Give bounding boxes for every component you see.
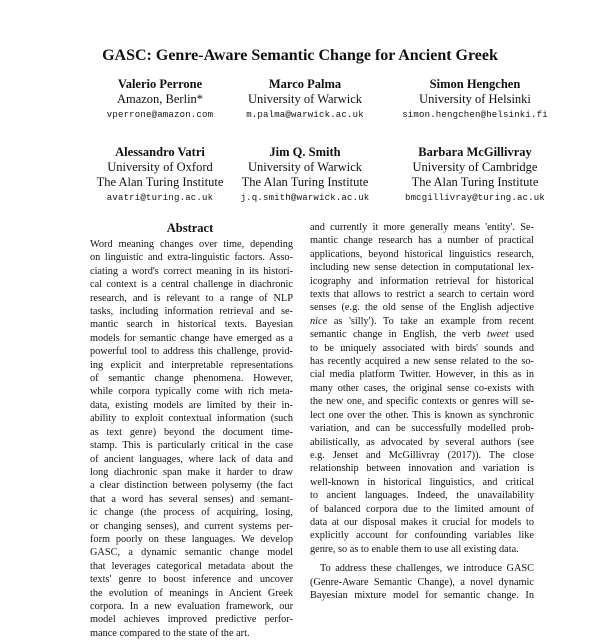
text-line: ciating a word's correct meaning in its histori- [90, 265, 293, 277]
paper-title: GASC: Genre-Aware Semantic Change for Ancient Greek [102, 47, 498, 64]
text-line: the evolution of meanings in Ancient Greek [90, 587, 293, 599]
text-line: lect one over the other. This is known as synchronic [310, 409, 534, 421]
author-affiliation: University of Helsinki [419, 92, 531, 106]
author-affiliation-2: The Alan Turing Institute [411, 175, 539, 189]
text-line: relationship between innovation and variation is [310, 463, 534, 475]
text-line: tasks, including information retrieval and se- [90, 306, 293, 318]
text-line: research, and is relevant to a range of NLP [90, 292, 293, 304]
text-line: has recently acquired a new sense related to the so- [310, 356, 534, 368]
text-line: senses (e.g. the old sense of the English adjective [310, 302, 534, 314]
text-line: applications, beyond historical linguistics research, [310, 248, 534, 260]
text-line: ic change (the process of acquiring, losing, [90, 507, 293, 519]
text-line: e.g. Jenset and McGillivray (2017)). The close [310, 449, 534, 461]
author-email[interactable]: m.palma@warwick.ac.uk [246, 110, 364, 120]
text-line: genre, so as to enable them to use all existing data. [310, 543, 519, 555]
author-email[interactable]: simon.hengchen@helsinki.fi [402, 110, 548, 120]
text-line: corpora. In a new evaluation framework, our [90, 600, 293, 612]
author-block [375, 145, 575, 207]
text-line: mantic change research has a number of practical [310, 235, 534, 247]
text-line: and currently it more generally means 'entity'. Se- [310, 222, 534, 233]
text-line: texts that allows to restrict a search to certain word [310, 289, 534, 301]
author-name: Jim Q. Smith [269, 145, 341, 159]
body-column-right [310, 221, 534, 602]
text-line: mance compared to the state of the art. [90, 627, 250, 639]
text-line: on linguistic and extra-linguistic factors. Asso- [90, 252, 293, 264]
text-line: icography and information retrieval for historical [310, 275, 534, 287]
author-name: Simon Hengchen [429, 77, 521, 91]
text-line: many other cases, the original sense co-exists with [310, 382, 534, 394]
author-name: Valerio Perrone [117, 77, 203, 91]
author-affiliation: University of Warwick [247, 160, 362, 174]
text-line: cal context is a central challenge in diachronic [90, 279, 293, 291]
author-block [375, 77, 575, 124]
text-line: of balanced corpora due to the limited amount of [310, 503, 534, 515]
text-line: model achieves improved predictive perfor- [90, 614, 293, 626]
text-line: mantic search in historical texts. Bayesian [90, 319, 293, 331]
text-line: explicitly account for confounding variables like [310, 530, 534, 542]
text-line: of semantic change phenomena. However, [90, 373, 293, 385]
text-line: of ancient languages, where lack of data and [90, 453, 293, 465]
author-name: Alessandro Vatri [115, 145, 205, 159]
text-line: cial media platform Twitter. However, in this as in [310, 369, 534, 381]
author-email[interactable]: bmcgillivray@turing.ac.uk [404, 193, 546, 203]
text-line: data at our disposal makes it crucial for models to [310, 516, 534, 528]
text-line: while corpora typically come with rich meta- [90, 386, 293, 398]
author-email[interactable]: vperrone@amazon.com [106, 110, 214, 120]
author-affiliation: University of Cambridge [412, 160, 538, 174]
text-line: ability to exploit contextual information (such [90, 413, 293, 425]
text-line: long diachronic span make it harder to draw [90, 466, 293, 478]
text-line: data, existing models are limited by their in- [90, 399, 293, 411]
author-affiliation: University of Oxford [107, 160, 213, 174]
text-line: form poorly on these languages. We develop [90, 533, 293, 545]
text-line: ing explicit and interpretable representations [90, 359, 293, 371]
text-line: including new sense detection in computational lex- [310, 262, 534, 274]
author-block [215, 77, 395, 124]
text-line: well-known in historical linguistics, and critical [310, 476, 534, 488]
text-line: semantic change in English, the verb tweet used [310, 329, 534, 341]
author-affiliation: Amazon, Berlin* [116, 92, 204, 106]
author-affiliation: University of Warwick [247, 92, 362, 106]
text-line: that leverages categorical metadata about the [90, 560, 293, 572]
author-affiliation-2: The Alan Turing Institute [241, 175, 369, 189]
text-line: Word meaning changes over time, depending [90, 239, 293, 250]
abstract-body [90, 238, 293, 640]
text-line: Bayesian mixture model for semantic change. In [310, 589, 534, 601]
author-affiliation-2: The Alan Turing Institute [96, 175, 224, 189]
text-line: the new one, and specific contexts or genres will se- [310, 396, 534, 408]
text-line: as text genre) beyond the document time- [90, 426, 293, 438]
author-email[interactable]: j.q.smith@warwick.ac.uk [240, 193, 370, 203]
text-line: variation, and can be successfully modelled prob- [310, 423, 534, 435]
text-line: nice as 'silly'). To take an example from recent [310, 315, 534, 327]
author-block [215, 145, 395, 207]
text-line: GASC, a dynamic semantic change model [90, 547, 293, 559]
text-line: to ancient languages. Indeed, the unavailability [310, 490, 534, 502]
text-line: texts' genre to boost inference and uncover [90, 574, 293, 586]
text-line: to be uniquely associated with birds' sounds and [310, 342, 534, 354]
abstract-heading: Abstract [166, 221, 214, 235]
text-line: stamp. This is particularly critical in the case [90, 440, 293, 452]
text-line: or changing senses), and current systems per- [90, 520, 293, 532]
author-name: Marco Palma [268, 77, 342, 91]
text-line: that a word has several senses) and semant- [90, 493, 293, 505]
text-line: (Genre-Aware Semantic Change), a novel dynamic [310, 576, 534, 588]
text-line: powerful tool to address this challenge, provid- [90, 346, 293, 358]
author-name: Barbara McGillivray [418, 145, 532, 159]
text-line: models for semantic change have emerged as a [90, 332, 293, 344]
text-line: To address these challenges, we introduce GASC [320, 563, 534, 575]
text-line: a clear distinction between polysemy (the fact [90, 480, 293, 492]
text-line: abilistically, as advocated by several authors (see [310, 436, 534, 448]
author-email[interactable]: avatri@turing.ac.uk [106, 193, 214, 203]
